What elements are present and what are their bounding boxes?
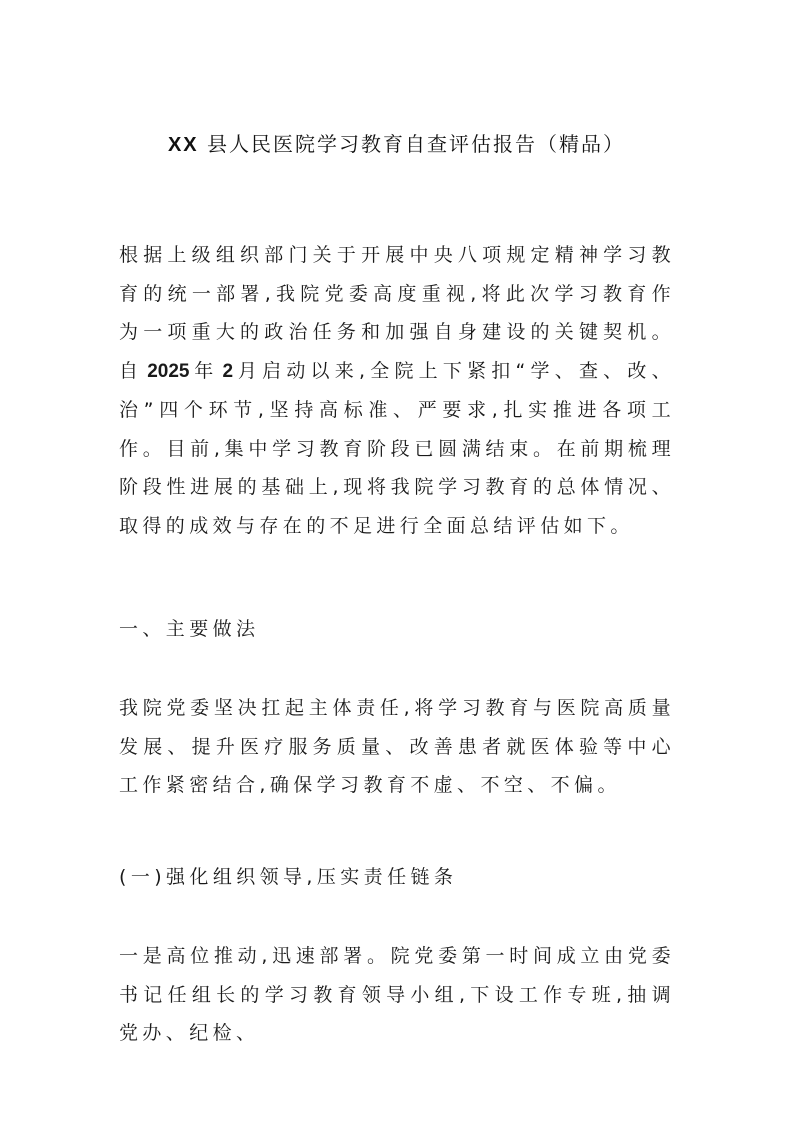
title-prefix: XX [167,134,199,156]
intro-text-part1: 根据上级组织部门关于开展中央八项规定精神学习教育的统一部署,我院党委高度重视,将此次学习教育作为一项重大的政治任务和加强自身建设的关键契机。自 [119,244,675,382]
subsection1-paragraph: 一是高位推动,迅速部署。院党委第一时间成立由党委书记任组长的学习教育领导小组,下设工作专班,抽调党办、纪检、 [119,945,675,1044]
intro-text-part2: 年 [193,359,219,382]
intro-text-part3: 月启动以来,全院上下紧扣“学、查、改、治”四个环节,坚持高标准、严要求,扎实推进各项工作。目前,集中学习教育阶段已圆满结束。在前期梳理阶段性进展的基础上,现将我院学习教育的总体情况、取得的成效与存在的不足进行全面总结评估如下。 [119,359,676,537]
title-text: 县人民医院学习教育自查评估报告（精品） [207,132,626,156]
intro-month: 2 [222,360,234,382]
subsection-heading-1: (一)强化组织领导,压实责任链条 [119,866,458,888]
intro-paragraph [119,236,675,545]
section1-paragraph: 我院党委坚决扛起主体责任,将学习教育与医院高质量发展、提升医疗服务质量、改善患者就医体验等中心工作紧密结合,确保学习教育不虚、不空、不偏。 [119,697,675,796]
document-title [0,128,793,161]
intro-year: 2025 [147,360,190,382]
section-heading-1: 一、主要做法 [119,618,260,640]
